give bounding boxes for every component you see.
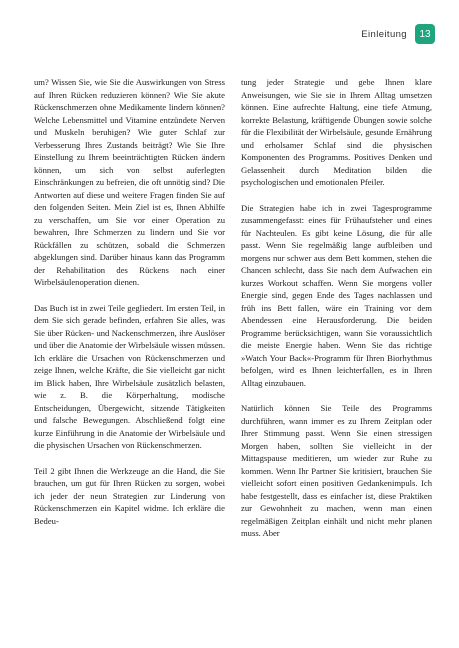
running-header bbox=[361, 24, 435, 44]
text-columns bbox=[34, 76, 432, 636]
paragraph: um? Wissen Sie, wie Sie die Auswirkungen von Stress auf Ihren Rücken reduzieren können? Wie Sie akute Rückenschmerzen ohne Medikamente lindern können? Welche Lebensmittel und Vitamine entzündete Nerven und Muskeln beruhigen? Wie guter Schlaf zur Verbesserung Ihres Zustands beiträgt? Wie Sie Ihre Einstellung zu Ihrem beeinträchtigten Rücken ändern können, um sich von selbst auferlegten Einschränkungen zu befreien, die oft unnötig sind? Die Antworten auf diese und weitere Fragen finden Sie auf den folgenden Seiten. Mein Ziel ist es, Ihnen Abhilfe zu verschaffen, um Sie vor einer Operation zu bewahren, Ihre Schmerzen zu lindern und Sie vor Rückfällen zu schützen, sobald die Schmerzen abgeklungen sind. Darüber hinaus kann das Programm der Rehabilitation des Rückens nach einer Wirbelsäulenoperation dienen. bbox=[34, 77, 225, 287]
left-column bbox=[34, 76, 225, 636]
paragraph: Das Buch ist in zwei Teile gegliedert. Im ersten Teil, in dem Sie sich gerade befinden, erfahren Sie alles, was Sie über Rücken- und Nackenschmerzen, ihre Auslöser und über die Anatomie der Wirbelsäule wissen müssen. Ich erkläre die Ursachen von Rückenschmerzen und zeige Ihnen, welche Kräfte, die Sie vielleicht gar nicht im Blick haben, Ihre Wirbelsäule zusätzlich belasten, wie z. B. die Körperhaltung, modische Entscheidungen, Übergewicht, sitzende Tätigkeiten und falsche Bewegungen. Abschließend folgt eine kurze Einführung in die Anatomie der Wirbelsäule und die physischen Ursachen von Rückenschmerzen. bbox=[34, 302, 225, 450]
paragraph: Die Strategien habe ich in zwei Tagesprogramme zusammengefasst: eines für Frühaufsteher und eines für Nachteulen. Es gibt keine Lösung, die für alle passt. Wenn Sie regelmäßig lange aufbleiben und morgens nur schwer aus dem Bett kommen, stehen die Chancen schlecht, dass Sie nach dem Aufwachen ein kurzes Workout schaffen. Wenn Sie morgens voller Energie sind, gegen Ende des Tages nachlassen und früh ins Bett fallen, wäre ein Training vor dem Abendessen eine Herausforderung. Die beiden Programme berücksichtigen, wann Sie voraussichtlich die meiste Energie haben. Wenn Sie das richtige »Watch Your Back«-Programm für Ihren Biorhythmus befolgen, wird es Ihnen leichterfallen, es in Ihren Alltag einzubauen. bbox=[241, 202, 432, 388]
page-number-badge: 13 bbox=[415, 24, 435, 44]
paragraph: tung jeder Strategie und gebe Ihnen klare Anweisungen, wie Sie sie in Ihrem Alltag umsetzen können. Eine aufrechte Haltung, eine tiefe Atmung, korrekte Belastung, kräftigende Übungen sowie solche für die Flexibilität der Wirbelsäule, gesunde Ernährung und erholsamer Schlaf sind die physischen Komponenten des Programms. Positives Denken und Gelassenheit durch Meditation bilden die psychologischen und emotionalen Pfeiler. bbox=[241, 77, 432, 187]
chapter-title: Einleitung bbox=[361, 28, 407, 40]
paragraph: Natürlich können Sie Teile des Programms durchführen, wann immer es zu Ihrem Zeitplan oder Ihrer Stimmung passt. Wenn Sie einen stressigen Morgen haben, sollten Sie vielleicht in der Mittagspause meditieren, um wieder zur Ruhe zu kommen. Wenn Ihr Partner Sie kritisiert, brauchen Sie vielleicht sofort einen positiven Gedankenimpuls. Ich habe festgestellt, dass es einfacher ist, diese Praktiken zur Gewohnheit zu machen, wenn man einen regelmäßigen Zeitplan einhält und nicht mehr planen muss. Aber bbox=[241, 403, 432, 538]
right-column bbox=[241, 76, 432, 636]
paragraph: Teil 2 gibt Ihnen die Werkzeuge an die Hand, die Sie brauchen, um gut für Ihren Rücken zu sorgen, wobei ich jeder der neun Strategien zur Linderung von Rückenschmerzen ein Kapitel widme. Ich erkläre die Bedeu- bbox=[34, 465, 225, 526]
